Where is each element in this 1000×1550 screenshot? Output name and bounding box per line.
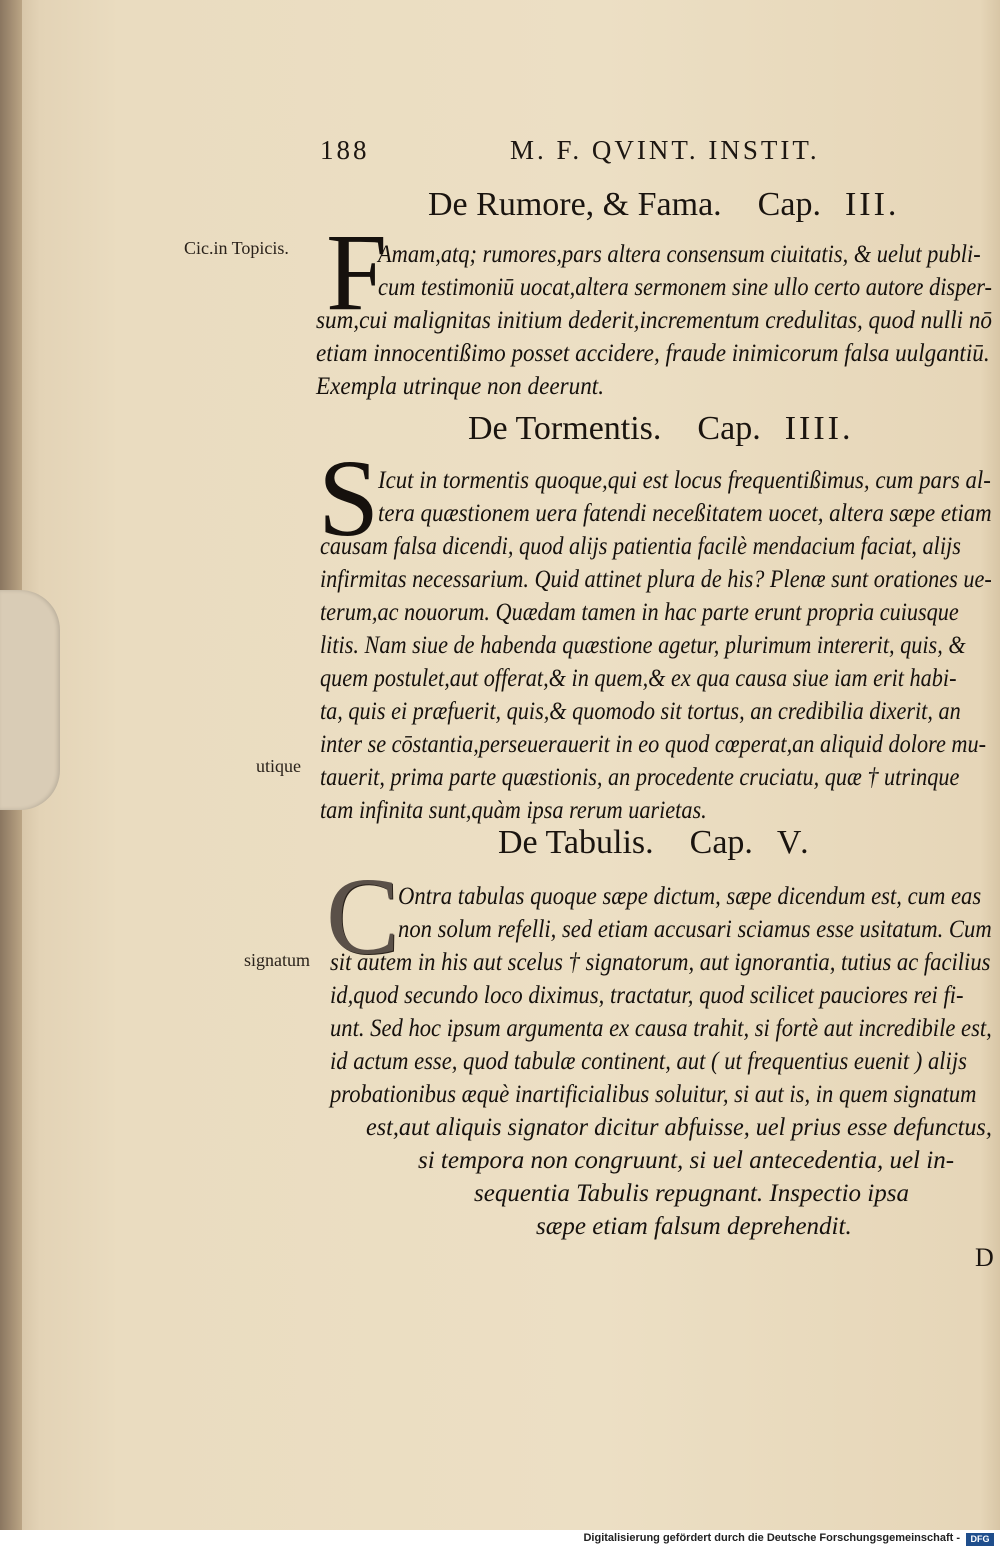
text-line: si tempora non congruunt, si uel antecedentia, uel in- [418,1147,955,1174]
text-line: unt. Sed hoc ipsum argumenta ex causa trahit, si fortè aut incredibile est, [330,1015,992,1042]
paragraph-rumore-cont [316,304,1000,403]
dropcap-f: F [326,211,388,333]
section-heading-tormentis [468,410,854,448]
digitization-footer [0,1530,1000,1550]
text-line: est,aut aliquis signator dicitur abfuisse, uel prius esse defunctus, [366,1114,992,1141]
paragraph-tabulis-cont [330,946,1000,1111]
text-line: causam falsa dicendi, quod alijs patientia facilè mendacium faciat, alijs [320,533,961,560]
heading-number: IIII. [784,410,854,447]
paragraph-tormentis [378,464,1000,530]
heading-cap: Cap. [689,824,753,861]
text-line: Amam,atq; rumores,pars altera consensum ciuitatis, & uelut publi- [378,241,981,268]
margin-note-signatum: signatum [244,950,310,970]
running-head [320,135,880,175]
dfg-logo-icon: DFG [966,1533,994,1546]
text-line: probationibus æquè inartificialibus soluitur, si aut is, in quem signatum [330,1081,977,1108]
section-heading-tabulis [498,824,812,862]
text-line: infirmitas necessarium. Quid attinet plura de his? Plenæ sunt orationes ue- [320,566,992,593]
folio-number: 188 [320,135,370,165]
paragraph-tabulis-taper-1 [366,1111,1000,1144]
heading-cap: Cap. [697,410,761,447]
text-line: inter se cōstantia,perseuerauerit in eo quod cœperat,an aliquid dolore mu- [320,731,986,758]
text-line: tam infinita sunt,quàm ipsa rerum uarietas. [320,797,707,824]
text-line: Exempla utrinque non deerunt. [316,373,605,400]
text-line: Ontra tabulas quoque sæpe dictum, sæpe dicendum est, cum eas [398,883,982,910]
text-line: non solum refelli, sed etiam accusari sciamus esse usitatum. Cum [398,916,992,943]
page-tab [0,590,60,810]
margin-note-utique: utique [256,756,301,776]
text-line: etiam innocentißimo posset accidere, fraude inimicorum falsa uulgantiū. [316,340,990,367]
dropcap-s: S [318,437,380,559]
text-line: ta, quis ei præfuerit, quis,& quomodo sit tortus, an credibilia dixerit, an [320,698,961,725]
text-line: sequentia Tabulis repugnant. Inspectio ipsa [474,1180,909,1207]
paragraph-tabulis-taper-4 [536,1210,852,1243]
paragraph-tabulis [398,880,1000,946]
dropcap-c: C [326,855,400,977]
paragraph-tormentis-cont [320,530,1000,827]
running-title: M. F. QVINT. INSTIT. [510,135,820,165]
heading-title: De Tormentis. [468,410,662,447]
margin-note-cicero: Cic.in Topicis. [184,238,289,258]
text-line: id actum esse, quod tabulæ continent, aut ( ut frequentius euenit ) alijs [330,1048,967,1075]
paragraph-rumore [378,238,1000,304]
heading-number: V. [776,824,812,861]
text-line: Icut in tormentis quoque,qui est locus frequentißimus, cum pars al- [378,467,991,494]
footer-credit: Digitalisierung gefördert durch die Deutsche Forschungsgemeinschaft - [583,1532,960,1544]
heading-cap: Cap. [757,186,821,223]
section-heading-rumore [428,186,899,224]
text-line: terum,ac nouorum. Quædam tamen in hac parte erunt propria cuiusque [320,599,959,626]
heading-title: De Rumore, & Fama. [428,186,722,223]
paragraph-tabulis-taper-3 [474,1177,909,1210]
text-line: sit autem in his aut scelus † signatorum, aut ignorantia, tutius ac facilius [330,949,991,976]
catchword: D [975,1243,994,1272]
text-line: tauerit, prima parte quæstionis, an procedente cruciatu, quæ † utrinque [320,764,960,791]
text-line: cum testimoniū uocat,altera sermonem sine ullo certo autore disper- [378,274,993,301]
text-line: litis. Nam siue de habenda quæstione agetur, plurimum intererit, quis, & [320,632,966,659]
heading-title: De Tabulis. [498,824,654,861]
text-line: sum,cui malignitas initium dederit,incrementum credulitas, quod nulli nō [316,307,993,334]
text-line: id,quod secundo loco diximus, tractatur, quod scilicet pauciores rei fi- [330,982,964,1009]
heading-number: III. [844,186,900,223]
text-line: tera quæstionem uera fatendi neceßitatem uocet, altera sæpe etiam [378,500,992,527]
text-line: sæpe etiam falsum deprehendit. [536,1213,852,1240]
paragraph-tabulis-taper-2 [418,1144,954,1177]
text-line: quem postulet,aut offerat,& in quem,& ex qua causa siue iam erit habi- [320,665,957,692]
